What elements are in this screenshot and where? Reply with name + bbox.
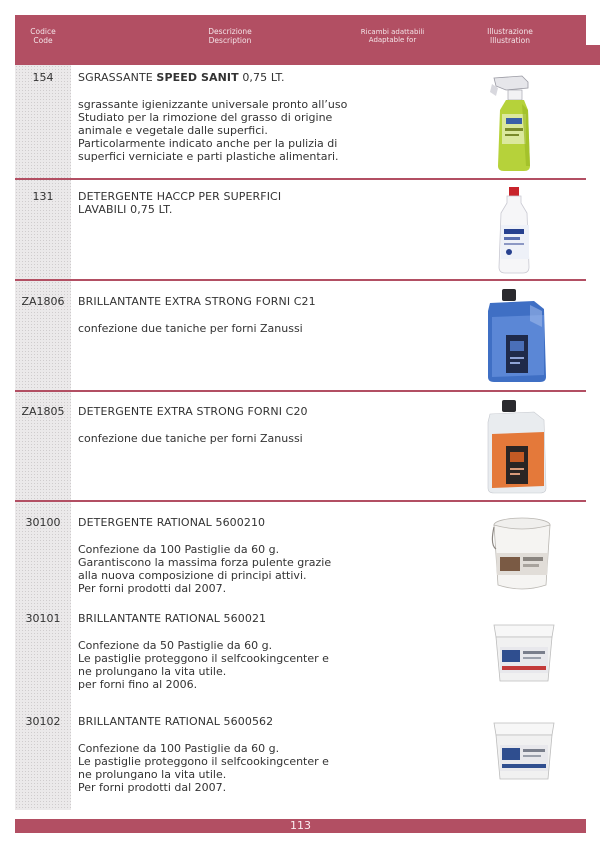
tablet-bucket-image bbox=[490, 515, 554, 593]
product-title: DETERGENTE RATIONAL 5600210 bbox=[78, 516, 266, 529]
product-title: BRILLANTANTE EXTRA STRONG FORNI C21 bbox=[78, 295, 316, 308]
product-title: BRILLANTANTE RATIONAL 560021 bbox=[78, 612, 267, 625]
page-number: 113 bbox=[15, 819, 586, 833]
product-description: Confezione da 50 Pastiglie da 60 g. Le pastiglie proteggono il selfcookingcenter e ne prolungano la vita utile. per forni fino al 2006. bbox=[78, 639, 329, 691]
product-title: SGRASSANTE SPEED SANIT 0,75 LT. bbox=[78, 71, 285, 84]
product-title: BRILLANTANTE RATIONAL 5600562 bbox=[78, 715, 274, 728]
product-code: ZA1806 bbox=[21, 295, 65, 308]
tablet-tub-image bbox=[490, 715, 558, 783]
header-illustration: Illustrazione Illustration bbox=[487, 27, 533, 45]
product-code: 30102 bbox=[25, 715, 61, 728]
row-divider bbox=[15, 390, 586, 392]
product-code: ZA1805 bbox=[21, 405, 65, 418]
header-tab-edge bbox=[586, 45, 600, 65]
product-code: 30101 bbox=[25, 612, 61, 625]
product-code: 131 bbox=[32, 190, 54, 203]
header-code: Codice Code bbox=[30, 27, 56, 45]
product-title: DETERGENTE HACCP PER SUPERFICI LAVABILI 0,75 LT. bbox=[78, 190, 282, 216]
product-code: 154 bbox=[32, 71, 54, 84]
product-code: 30100 bbox=[25, 516, 61, 529]
product-description: Confezione da 100 Pastiglie da 60 g. Le pastiglie proteggono il selfcookingcenter e ne prolungano la vita utile. Per forni prodotti dal 2007. bbox=[78, 742, 329, 794]
product-description: confezione due taniche per forni Zanussi bbox=[78, 322, 303, 335]
detergent-bottle-image bbox=[495, 185, 535, 275]
header-description: Descrizione Description bbox=[208, 27, 252, 45]
product-description: sgrassante igienizzante universale pronto all’uso Studiato per la rimozione del grasso di origine animale e vegetale dalle superfici. Particolarmente indicato anche per la pulizia di superfici verniciate e parti plastiche alimentari. bbox=[78, 98, 348, 163]
row-divider bbox=[15, 178, 586, 180]
spray-bottle-image bbox=[488, 74, 540, 174]
tablet-tub-image bbox=[490, 617, 558, 685]
product-description: confezione due taniche per forni Zanussi bbox=[78, 432, 303, 445]
header-adaptable: Ricambi adattabili Adaptable for bbox=[360, 28, 425, 44]
orange-canister-image bbox=[484, 398, 550, 494]
blue-canister-image bbox=[484, 287, 550, 383]
row-divider bbox=[15, 279, 586, 281]
code-column bbox=[15, 65, 71, 810]
product-title: DETERGENTE EXTRA STRONG FORNI C20 bbox=[78, 405, 308, 418]
row-divider bbox=[15, 500, 586, 502]
product-description: Confezione da 100 Pastiglie da 60 g. Garantiscono la massima forza pulente grazie alla nuova composizione di principi attivi. Per forni prodotti dal 2007. bbox=[78, 543, 332, 595]
